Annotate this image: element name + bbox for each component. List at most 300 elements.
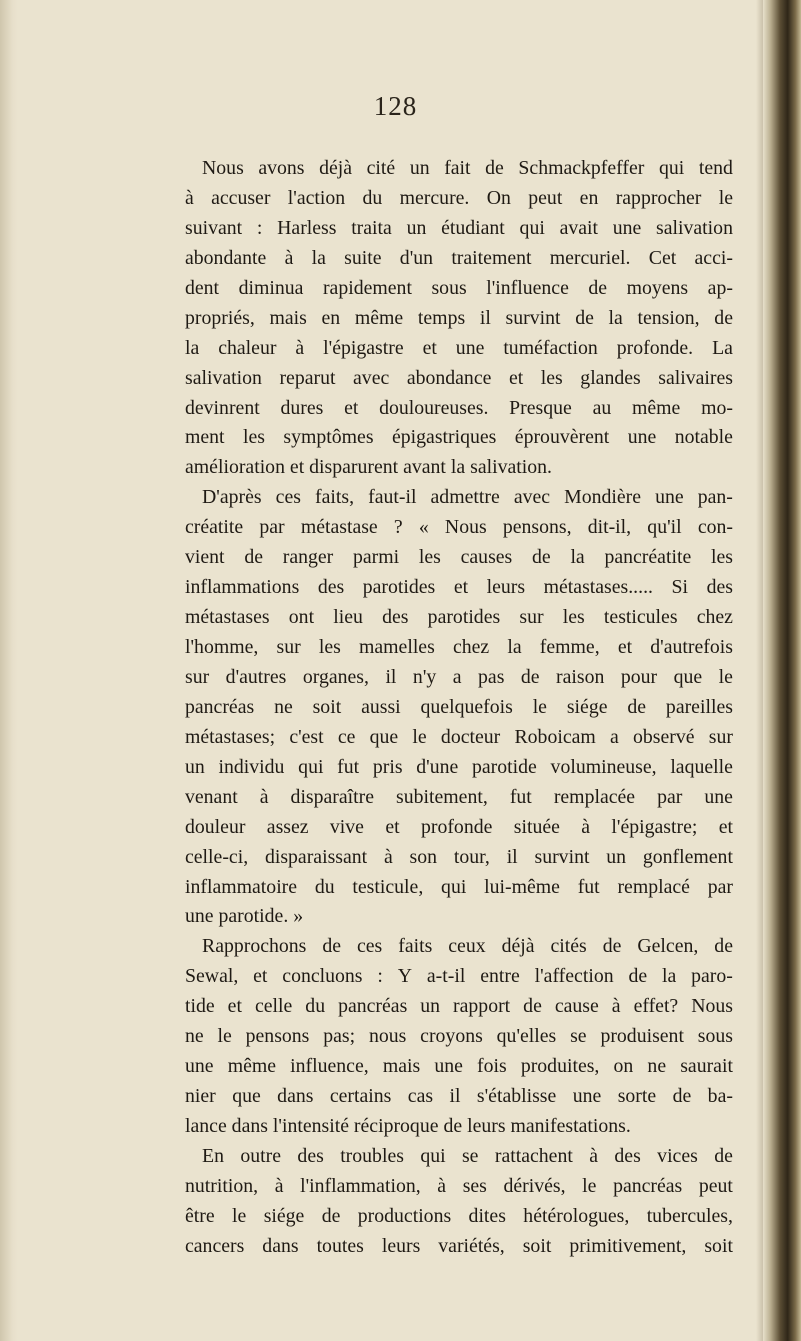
word: et xyxy=(453,576,469,599)
word: mais xyxy=(382,1055,421,1078)
word: et xyxy=(718,815,733,838)
word: dans xyxy=(277,1085,314,1108)
page-number xyxy=(0,91,801,122)
word: inflammatoire xyxy=(185,875,298,898)
word: » xyxy=(293,905,304,928)
word: des xyxy=(706,576,733,599)
word: de xyxy=(322,935,342,958)
word: glandes xyxy=(580,366,641,389)
word: et xyxy=(227,995,242,1018)
word: le xyxy=(718,186,733,209)
word: : xyxy=(256,216,263,239)
word: disparurent xyxy=(309,456,404,479)
word: rapprocher xyxy=(615,186,702,209)
word: mercuriel. xyxy=(549,246,631,269)
word: con- xyxy=(697,516,733,539)
word: de xyxy=(627,695,647,718)
word: dit-il, xyxy=(587,516,632,539)
word: tubercules, xyxy=(646,1204,733,1227)
word: la xyxy=(311,246,326,269)
word: profonde. xyxy=(616,336,694,359)
word: abondante xyxy=(185,246,267,269)
word: se xyxy=(461,1144,479,1167)
word: des xyxy=(317,576,345,599)
word: ba- xyxy=(707,1085,733,1108)
word: produites, xyxy=(520,1055,600,1078)
word: et xyxy=(385,815,400,838)
word: à xyxy=(284,246,294,269)
word: qui xyxy=(441,875,467,898)
word: avec xyxy=(353,366,390,389)
word: d'un xyxy=(399,246,434,269)
word: vive xyxy=(329,815,364,838)
word: « xyxy=(418,516,429,539)
word: suivant xyxy=(185,216,243,239)
word: avant xyxy=(403,456,451,479)
word: pris xyxy=(372,755,403,778)
word: d'autrefois xyxy=(650,636,733,658)
word: entre xyxy=(480,965,520,988)
word: dures xyxy=(280,396,324,419)
word: soit xyxy=(704,1234,733,1257)
word: peut xyxy=(698,1174,733,1197)
word: et xyxy=(344,396,359,419)
word: métastase xyxy=(300,516,378,539)
word: saurait xyxy=(680,1055,733,1078)
word: métastases xyxy=(185,606,270,629)
word: sur xyxy=(519,606,544,629)
word: l'influence xyxy=(486,276,569,299)
word: mercure. xyxy=(399,186,470,209)
body-text xyxy=(185,154,733,1262)
word: une xyxy=(185,1055,214,1078)
word: lance xyxy=(185,1115,232,1137)
word: temps xyxy=(417,306,466,329)
word: a xyxy=(452,665,462,688)
word: la xyxy=(507,636,522,658)
word: l'action xyxy=(287,186,346,209)
word: a xyxy=(610,725,619,748)
word: de xyxy=(575,306,594,329)
word: de xyxy=(714,306,733,329)
word: variétés, xyxy=(438,1234,505,1257)
word: En xyxy=(202,1144,224,1167)
word: docteur xyxy=(440,725,501,748)
word: avait xyxy=(559,216,599,239)
word: ne xyxy=(274,695,293,718)
word: rapport xyxy=(453,995,511,1018)
word: à xyxy=(295,336,305,359)
word: les xyxy=(710,546,733,569)
word: c'est xyxy=(289,725,324,748)
text-line xyxy=(185,1082,733,1112)
word: celle-ci, xyxy=(185,845,249,868)
word: Si xyxy=(671,576,689,599)
word: la xyxy=(662,965,677,988)
word: une xyxy=(655,486,684,509)
word: pan- xyxy=(697,486,733,509)
word: D'après xyxy=(202,486,262,509)
word: et xyxy=(422,336,437,359)
word: et xyxy=(253,965,268,988)
text-line xyxy=(185,483,733,513)
text-line xyxy=(185,992,733,1022)
word: ses xyxy=(462,1174,487,1197)
word: s'établisse xyxy=(476,1085,557,1108)
word: inflammations xyxy=(185,576,300,599)
word: par xyxy=(259,516,285,539)
word: traita xyxy=(351,216,392,239)
book-spine xyxy=(763,0,801,1341)
word: Cet xyxy=(648,246,677,269)
word: ? xyxy=(393,516,403,539)
word: de xyxy=(244,546,263,569)
word: Roboicam xyxy=(514,725,596,748)
word: dérivés, xyxy=(503,1174,566,1197)
word: ment xyxy=(185,426,225,449)
word: être xyxy=(185,1204,215,1227)
word: sous xyxy=(431,276,467,299)
word: son xyxy=(409,845,438,868)
word: les xyxy=(540,366,563,389)
word: Gelcen, xyxy=(637,935,699,958)
word: mais xyxy=(269,306,307,329)
word: soit xyxy=(312,695,342,718)
word: disparaître xyxy=(290,785,375,808)
text-line xyxy=(185,244,733,274)
word: en xyxy=(579,186,599,209)
word: la xyxy=(570,546,585,569)
word: étudiant xyxy=(441,216,505,239)
word: tide xyxy=(185,995,215,1018)
word: fut xyxy=(337,755,360,778)
word: gonflement xyxy=(642,845,733,868)
word: laquelle xyxy=(670,755,733,778)
word: la xyxy=(185,336,200,359)
word: le xyxy=(582,1174,597,1197)
word: n'y xyxy=(412,665,437,688)
word: propriés, xyxy=(185,306,255,329)
text-line xyxy=(185,783,733,813)
word: suite xyxy=(344,246,382,269)
text-line xyxy=(185,1202,733,1232)
word: métastases; xyxy=(185,725,276,748)
word: l'intensité xyxy=(272,1115,354,1137)
word: des xyxy=(614,1144,641,1167)
word: disparaissant xyxy=(264,845,368,868)
text-line xyxy=(185,364,733,394)
word: du xyxy=(362,186,383,209)
word: la xyxy=(608,306,623,329)
word: par xyxy=(657,785,683,808)
word: qu'il xyxy=(647,516,682,539)
word: Nous xyxy=(202,157,244,179)
text-line xyxy=(185,932,733,962)
word: admettre xyxy=(430,486,500,509)
word: testicule, xyxy=(352,875,424,898)
word: réciproque xyxy=(353,1115,444,1137)
word: épigastriques xyxy=(391,426,497,449)
word: nutrition, xyxy=(185,1174,259,1197)
word: avons xyxy=(258,157,305,179)
word: on xyxy=(613,1055,634,1078)
text-line xyxy=(185,394,733,424)
word: tuméfaction xyxy=(503,336,598,359)
word: chez xyxy=(696,606,733,629)
word: Schmackpfeffer xyxy=(518,157,645,179)
word: le xyxy=(532,695,547,718)
word: amélioration xyxy=(185,456,290,479)
word: sous xyxy=(697,1025,733,1048)
word: : xyxy=(377,965,383,988)
word: le xyxy=(412,725,427,748)
text-line xyxy=(185,1172,733,1202)
word: de xyxy=(443,1115,468,1137)
word: des xyxy=(382,606,409,629)
word: de xyxy=(714,935,733,958)
word: sorte xyxy=(617,1085,657,1108)
word: reparut xyxy=(279,366,336,389)
word: parmi xyxy=(353,546,400,569)
word: à xyxy=(589,1144,599,1167)
word: même xyxy=(227,1055,277,1078)
word: organes, xyxy=(302,665,369,688)
word: faits xyxy=(398,935,433,958)
word: une xyxy=(455,336,485,359)
word: nier xyxy=(185,1085,216,1108)
word: dites xyxy=(468,1204,506,1227)
word: à xyxy=(274,1174,284,1197)
word: acci- xyxy=(694,246,733,269)
word: l'épigastre xyxy=(323,336,404,359)
word: sur xyxy=(276,636,301,658)
word: tension, xyxy=(637,306,700,329)
word: La xyxy=(712,336,733,359)
text-line xyxy=(185,1142,733,1172)
word: pour xyxy=(620,665,658,688)
word: outre xyxy=(240,1144,282,1167)
word: une xyxy=(627,426,657,449)
word: et xyxy=(617,636,633,658)
word: le xyxy=(718,665,733,688)
word: femme, xyxy=(539,636,600,658)
word: abondance xyxy=(406,366,492,389)
page-number-text: 128 xyxy=(373,91,418,121)
word: rapidement xyxy=(322,276,412,299)
word: le xyxy=(232,1204,247,1227)
word: de xyxy=(628,965,648,988)
word: cas xyxy=(407,1085,434,1108)
word: sur xyxy=(185,665,210,688)
word: il xyxy=(506,845,518,868)
word: pas xyxy=(478,665,505,688)
word: de xyxy=(532,546,551,569)
word: assez xyxy=(266,815,309,838)
word: les xyxy=(418,546,441,569)
word: lieu xyxy=(333,606,363,629)
word: des xyxy=(297,1144,324,1167)
word: un xyxy=(185,755,205,778)
word: l'homme, xyxy=(185,636,259,658)
text-line xyxy=(185,693,733,723)
word: individu xyxy=(218,755,285,778)
word: même xyxy=(631,396,681,419)
word: vices xyxy=(657,1144,698,1167)
word: remplacée xyxy=(553,785,636,808)
word: à xyxy=(581,815,591,838)
word: ces xyxy=(357,935,383,958)
word: à xyxy=(437,1174,447,1197)
word: de xyxy=(672,1085,692,1108)
text-line xyxy=(185,962,733,992)
word: que xyxy=(369,725,399,748)
text-line xyxy=(185,1232,733,1262)
text-line xyxy=(185,813,733,843)
word: du xyxy=(314,875,335,898)
word: une xyxy=(572,1085,602,1108)
word: profonde xyxy=(420,815,493,838)
word: effet? xyxy=(633,995,679,1018)
word: à xyxy=(185,186,194,209)
word: quelquefois xyxy=(420,695,513,718)
word: hétérologues, xyxy=(523,1204,630,1227)
word: il xyxy=(449,1085,461,1108)
word: moyens xyxy=(626,276,689,299)
word: chez xyxy=(452,636,490,658)
text-line xyxy=(185,663,733,693)
word: devinrent xyxy=(185,396,260,419)
text-line xyxy=(185,753,733,783)
word: observé xyxy=(633,725,695,748)
text-line xyxy=(185,423,733,453)
text-line xyxy=(185,214,733,244)
word: ces xyxy=(275,486,301,509)
word: avec xyxy=(513,486,551,509)
word: pancréas xyxy=(185,695,255,718)
word: diminua xyxy=(238,276,304,299)
word: primitivement, xyxy=(569,1234,687,1257)
word: mo- xyxy=(701,396,733,419)
word: de xyxy=(588,276,608,299)
word: l'inflammation, xyxy=(300,1174,421,1197)
text-line xyxy=(185,154,733,184)
word: ap- xyxy=(707,276,733,299)
word: cancers xyxy=(185,1234,245,1257)
word: même xyxy=(354,306,404,329)
text-line xyxy=(185,723,733,753)
text-line xyxy=(185,1052,733,1082)
word: de xyxy=(523,995,542,1018)
word: toutes xyxy=(316,1234,364,1257)
word: de xyxy=(520,665,540,688)
text-line xyxy=(185,603,733,633)
word: douleur xyxy=(185,815,246,838)
word: subitement, xyxy=(396,785,488,808)
word: produisent xyxy=(600,1025,684,1048)
word: une xyxy=(434,1055,463,1078)
word: salivation. xyxy=(470,456,552,479)
word: survint xyxy=(534,845,590,868)
word: le xyxy=(217,1025,232,1048)
word: cités xyxy=(550,935,587,958)
word: a-t-il xyxy=(426,965,466,988)
word: Harless xyxy=(277,216,337,239)
word: du xyxy=(305,995,326,1018)
word: un xyxy=(606,845,627,868)
word: pancréas xyxy=(338,995,408,1018)
word: déjà xyxy=(319,157,353,179)
word: parotides xyxy=(362,576,436,599)
word: créatite xyxy=(185,516,244,539)
word: testicules xyxy=(603,606,678,629)
word: dans xyxy=(262,1234,299,1257)
word: aussi xyxy=(361,695,401,718)
text-line xyxy=(185,184,733,214)
word: certains xyxy=(329,1085,392,1108)
word: paro- xyxy=(691,965,733,988)
word: par xyxy=(707,875,733,898)
text-line xyxy=(185,513,733,543)
word: symptômes xyxy=(283,426,374,449)
word: troubles xyxy=(340,1144,404,1167)
word: cause xyxy=(554,995,599,1018)
word: soit xyxy=(522,1234,552,1257)
word: pancréatite xyxy=(604,546,692,569)
word: à xyxy=(259,785,269,808)
word: Nous xyxy=(444,516,487,539)
word: une xyxy=(704,785,733,808)
word: éprouvèrent xyxy=(514,426,610,449)
word: productions xyxy=(357,1204,452,1227)
word: lui-même xyxy=(484,875,560,898)
word: au xyxy=(592,396,612,419)
word: pensons xyxy=(245,1025,310,1048)
word: siége xyxy=(263,1204,305,1227)
word: un xyxy=(420,995,441,1018)
word: Sewal, xyxy=(185,965,239,988)
word: ce xyxy=(337,725,356,748)
text-line xyxy=(185,873,733,903)
word: une xyxy=(612,216,642,239)
word: que xyxy=(232,1085,261,1108)
word: Rapprochons xyxy=(202,935,307,958)
word: faits, xyxy=(315,486,355,509)
word: rattachent xyxy=(494,1144,573,1167)
word: qui xyxy=(658,157,685,179)
word: On xyxy=(486,186,511,209)
word: pareilles xyxy=(665,695,733,718)
word: les xyxy=(243,426,265,449)
word: concluons xyxy=(282,965,363,988)
word: un xyxy=(409,157,430,179)
word: de xyxy=(485,157,504,179)
word: faut-il xyxy=(368,486,417,509)
word: sur xyxy=(708,725,733,748)
word: leurs xyxy=(467,1115,511,1137)
word: chaleur xyxy=(218,336,277,359)
word: pensons, xyxy=(502,516,572,539)
word: qui xyxy=(298,755,324,778)
word: peut xyxy=(528,186,563,209)
word: ne xyxy=(185,1025,204,1048)
page-left-edge-shadow xyxy=(0,0,18,1341)
text-line xyxy=(185,334,733,364)
text-line xyxy=(185,543,733,573)
word: d'autres xyxy=(225,665,287,688)
word: de xyxy=(602,935,622,958)
word: ont xyxy=(288,606,315,629)
text-line xyxy=(185,843,733,873)
